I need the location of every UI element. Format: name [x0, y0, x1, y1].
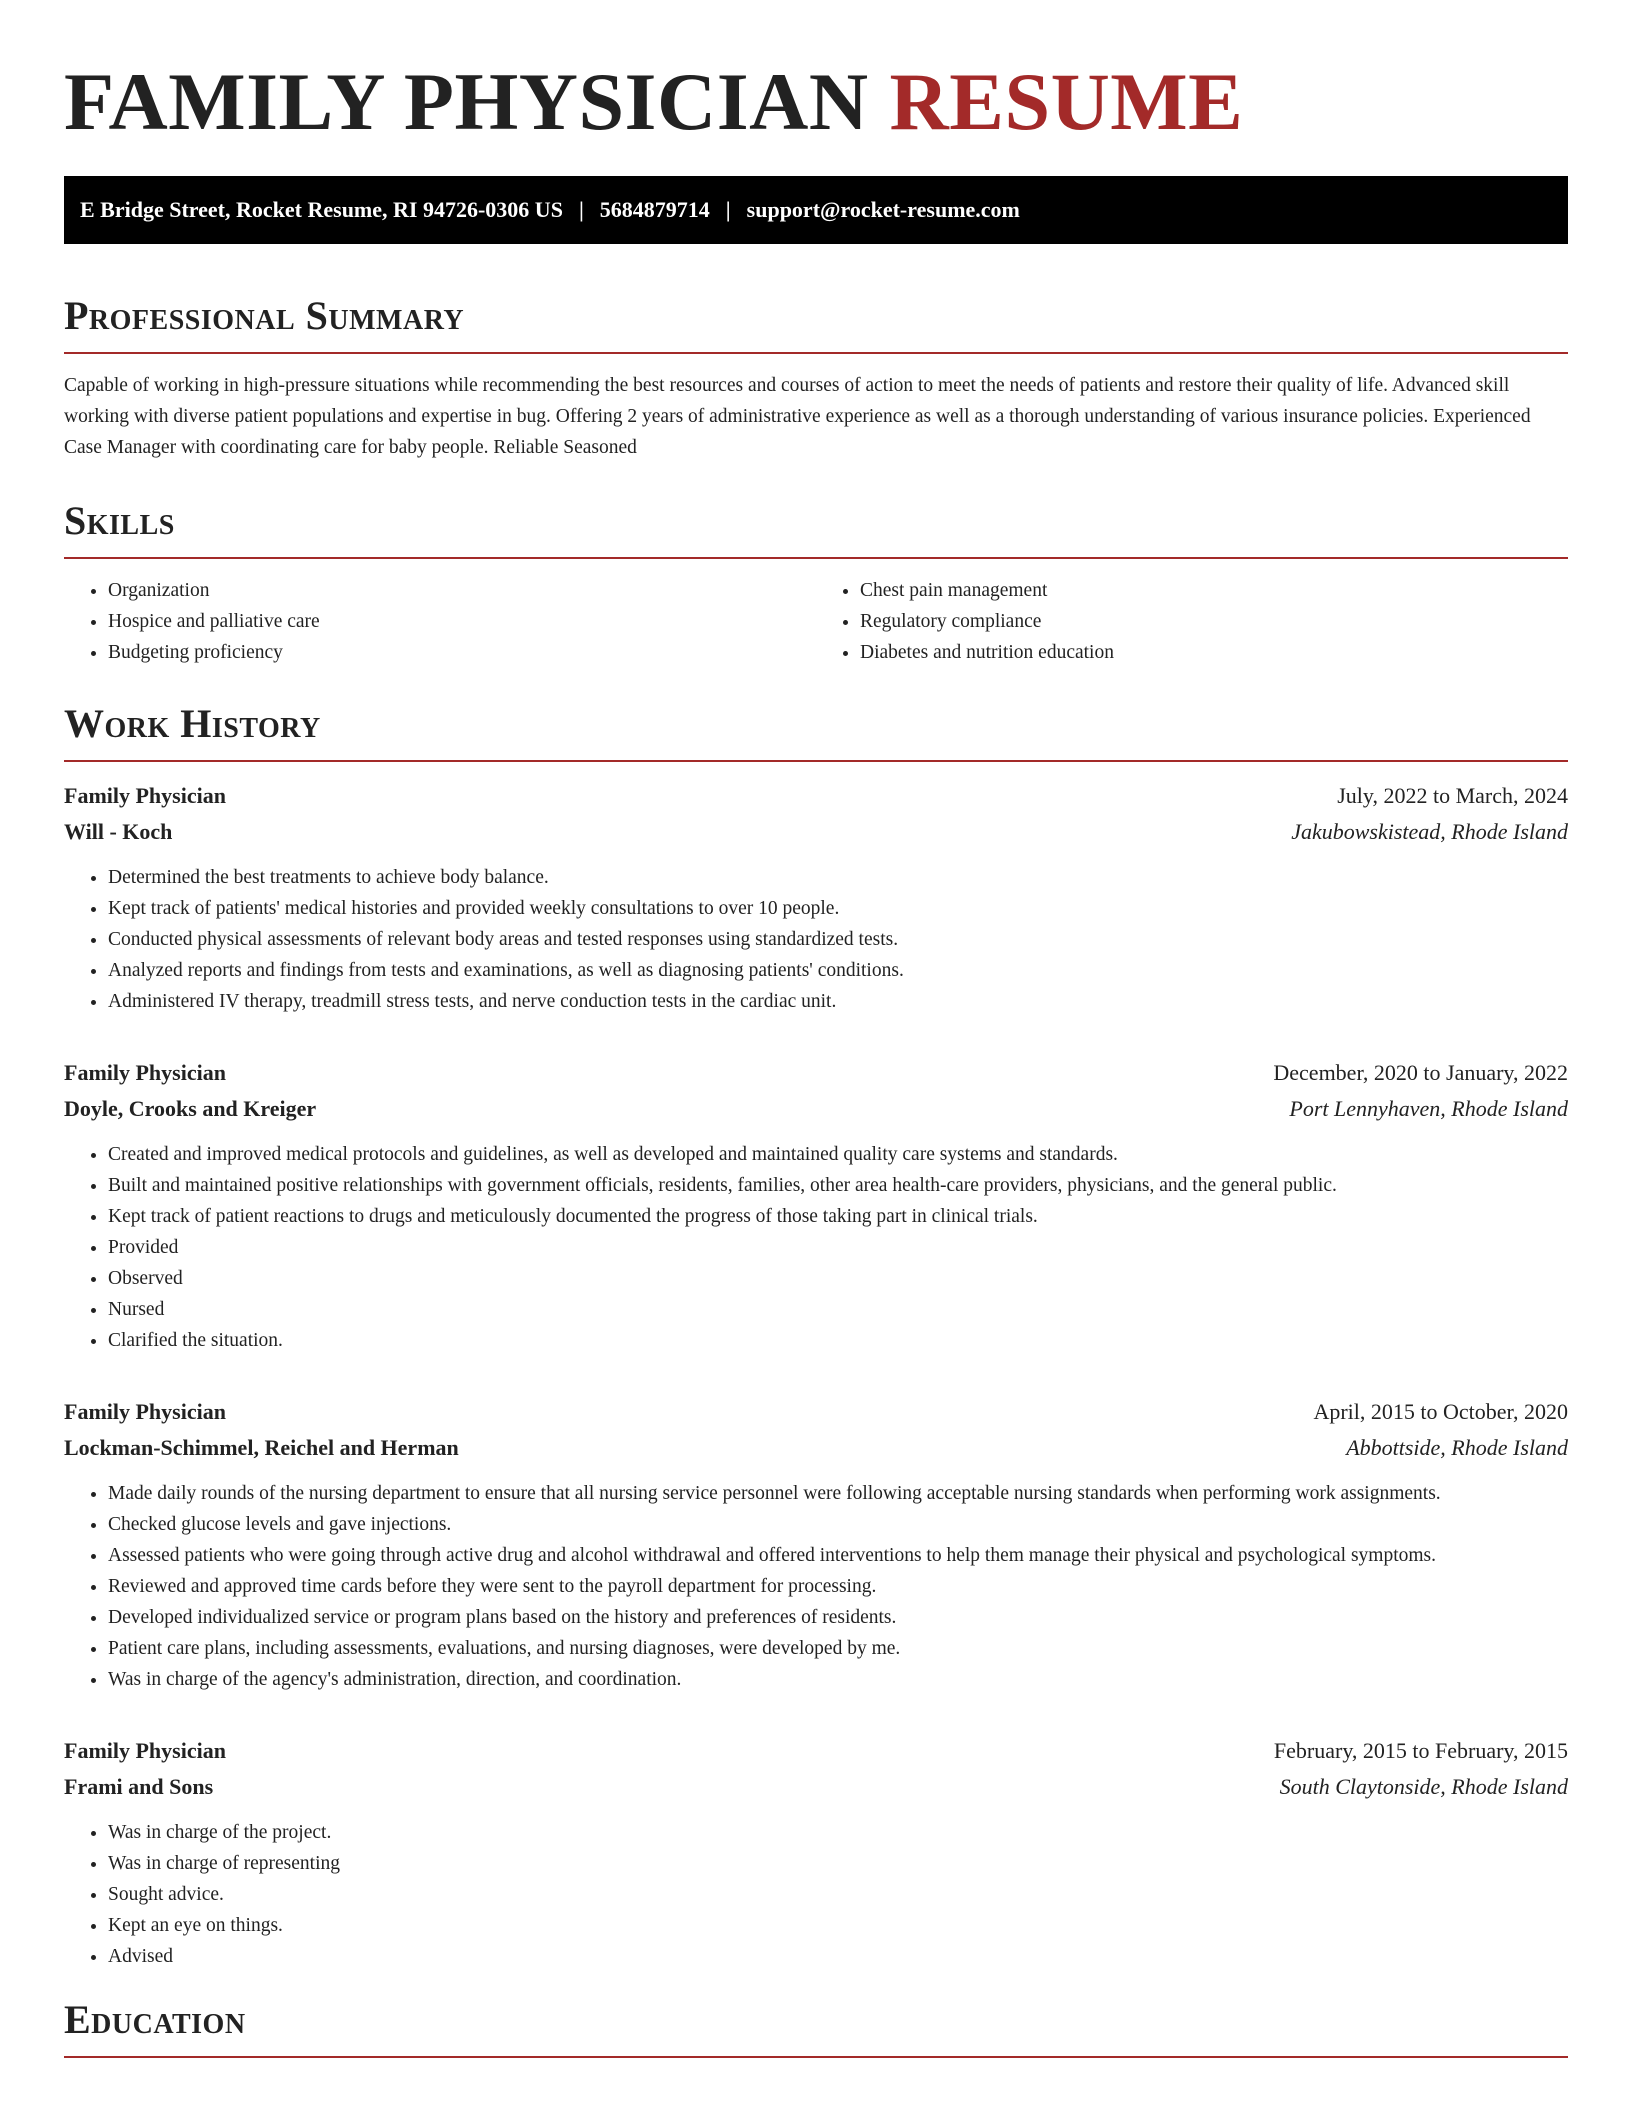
section-divider [64, 352, 1568, 354]
job-bullet: • Reviewed and approved time cards before they were sent to the payroll department for processing. [108, 1571, 1568, 1602]
job-bullet: • Assessed patients who were going through active drug and alcohol withdrawal and offered interventions to help them manage their physical and psychological symptoms. [108, 1540, 1568, 1571]
job-bullet: • Observed [108, 1263, 1568, 1294]
job-bullet: • Made daily rounds of the nursing department to ensure that all nursing service personnel were following acceptable nursing standards when performing work assignments. [108, 1478, 1568, 1509]
job-bullet: • Sought advice. [108, 1879, 1568, 1910]
contact-separator: | [578, 197, 584, 222]
job-bullet: • Clarified the situation. [108, 1325, 1568, 1356]
job-location: South Claytonside, Rhode Island [1279, 1774, 1568, 1799]
job-dates: July, 2022 to March, 2024 [1337, 783, 1568, 808]
job-title: Family Physician [64, 1060, 226, 1085]
job-entry [64, 778, 1568, 1017]
job-bullet: • Kept an eye on things. [108, 1910, 1568, 1941]
job-bullet: • Administered IV therapy, treadmill stress tests, and nerve conduction tests in the cardiac unit. [108, 986, 1568, 1017]
job-entry [64, 1733, 1568, 1972]
skills-columns [64, 575, 1568, 668]
section-heading-summary: Professional Summary [64, 293, 465, 338]
skill-item: • Diabetes and nutrition education [860, 637, 1568, 668]
summary-section [64, 290, 1568, 463]
section-divider [64, 557, 1568, 559]
job-entry [64, 1394, 1568, 1695]
job-bullet: • Checked glucose levels and gave injections. [108, 1509, 1568, 1540]
education-section [64, 1994, 1568, 2058]
job-entry [64, 1055, 1568, 1356]
title-main: FAMILY PHYSICIAN [64, 56, 869, 147]
section-heading-education: Education [64, 1997, 246, 2042]
contact-phone: 5684879714 [599, 197, 710, 222]
section-divider [64, 760, 1568, 762]
job-bullet: • Analyzed reports and findings from tests and examinations, as well as diagnosing patients' conditions. [108, 955, 1568, 986]
job-row [64, 1430, 1568, 1466]
skills-section [64, 495, 1568, 668]
resume-title [64, 0, 1568, 176]
skill-item: • Budgeting proficiency [108, 637, 816, 668]
job-bullet: • Was in charge of representing [108, 1848, 1568, 1879]
skills-list-right [816, 575, 1568, 668]
job-title: Family Physician [64, 1399, 226, 1424]
skill-item: • Hospice and palliative care [108, 606, 816, 637]
contact-separator: | [725, 197, 731, 222]
job-bullet: • Was in charge of the project. [108, 1817, 1568, 1848]
job-bullet: • Patient care plans, including assessments, evaluations, and nursing diagnoses, were developed by me. [108, 1633, 1568, 1664]
summary-text: Capable of working in high-pressure situations while recommending the best resources and courses of action to meet the needs of patients and restore their quality of life. Advanced skill working with diverse patient populations and expertise in bug. Offering 2 years of administrative experience as well as a thorough understanding of various insurance policies. Experienced Case Manager with coordinating care for baby people. Reliable Seasoned [64, 375, 1531, 458]
job-location: Port Lennyhaven, Rhode Island [1289, 1096, 1568, 1121]
job-dates: February, 2015 to February, 2015 [1273, 1738, 1568, 1763]
section-heading-work-history: Work History [64, 701, 321, 746]
job-dates: April, 2015 to October, 2020 [1313, 1399, 1568, 1424]
job-bullet: • Created and improved medical protocols and guidelines, as well as developed and maintained quality care systems and standards. [108, 1139, 1568, 1170]
job-bullet: • Provided [108, 1232, 1568, 1263]
skill-item: • Regulatory compliance [860, 606, 1568, 637]
job-title: Family Physician [64, 783, 226, 808]
job-row [64, 1055, 1568, 1091]
job-dates: December, 2020 to January, 2022 [1273, 1060, 1568, 1085]
job-title: Family Physician [64, 1738, 226, 1763]
job-location: Abbottside, Rhode Island [1346, 1435, 1568, 1460]
contact-email: support@rocket-resume.com [746, 197, 1020, 222]
job-location: Jakubowskistead, Rhode Island [1291, 819, 1568, 844]
job-bullet: • Kept track of patients' medical histories and provided weekly consultations to over 10 people. [108, 893, 1568, 924]
job-bullet: • Developed individualized service or program plans based on the history and preferences of residents. [108, 1602, 1568, 1633]
job-row [64, 1394, 1568, 1430]
job-bullet: • Conducted physical assessments of relevant body areas and tested responses using standardized tests. [108, 924, 1568, 955]
section-divider [64, 2056, 1568, 2058]
job-company: Frami and Sons [64, 1774, 214, 1799]
job-row [64, 814, 1568, 850]
job-row [64, 1769, 1568, 1805]
job-bullet: • Determined the best treatments to achieve body balance. [108, 862, 1568, 893]
job-bullets [64, 862, 1568, 1017]
contact-bar [64, 176, 1568, 244]
section-heading-skills: Skills [64, 498, 175, 543]
skill-item: • Chest pain management [860, 575, 1568, 606]
skills-list-left [64, 575, 816, 668]
job-bullet: • Advised [108, 1941, 1568, 1972]
job-bullet: • Kept track of patient reactions to drugs and meticulously documented the progress of those taking part in clinical trials. [108, 1201, 1568, 1232]
job-company: Will - Koch [64, 819, 173, 844]
job-company: Doyle, Crooks and Kreiger [64, 1096, 317, 1121]
job-row [64, 1733, 1568, 1769]
job-bullets [64, 1139, 1568, 1356]
job-bullet: • Nursed [108, 1294, 1568, 1325]
title-accent: RESUME [889, 56, 1244, 147]
job-bullet: • Built and maintained positive relationships with government officials, residents, families, other area health-care providers, physicians, and the general public. [108, 1170, 1568, 1201]
job-bullet: • Was in charge of the agency's administration, direction, and coordination. [108, 1664, 1568, 1695]
job-row [64, 778, 1568, 814]
skill-item: • Organization [108, 575, 816, 606]
contact-address: E Bridge Street, Rocket Resume, RI 94726-0306 US [80, 197, 563, 222]
work-history-section [64, 698, 1568, 1972]
job-bullets [64, 1478, 1568, 1695]
job-company: Lockman-Schimmel, Reichel and Herman [64, 1435, 459, 1460]
job-bullets [64, 1817, 1568, 1972]
job-row [64, 1091, 1568, 1127]
